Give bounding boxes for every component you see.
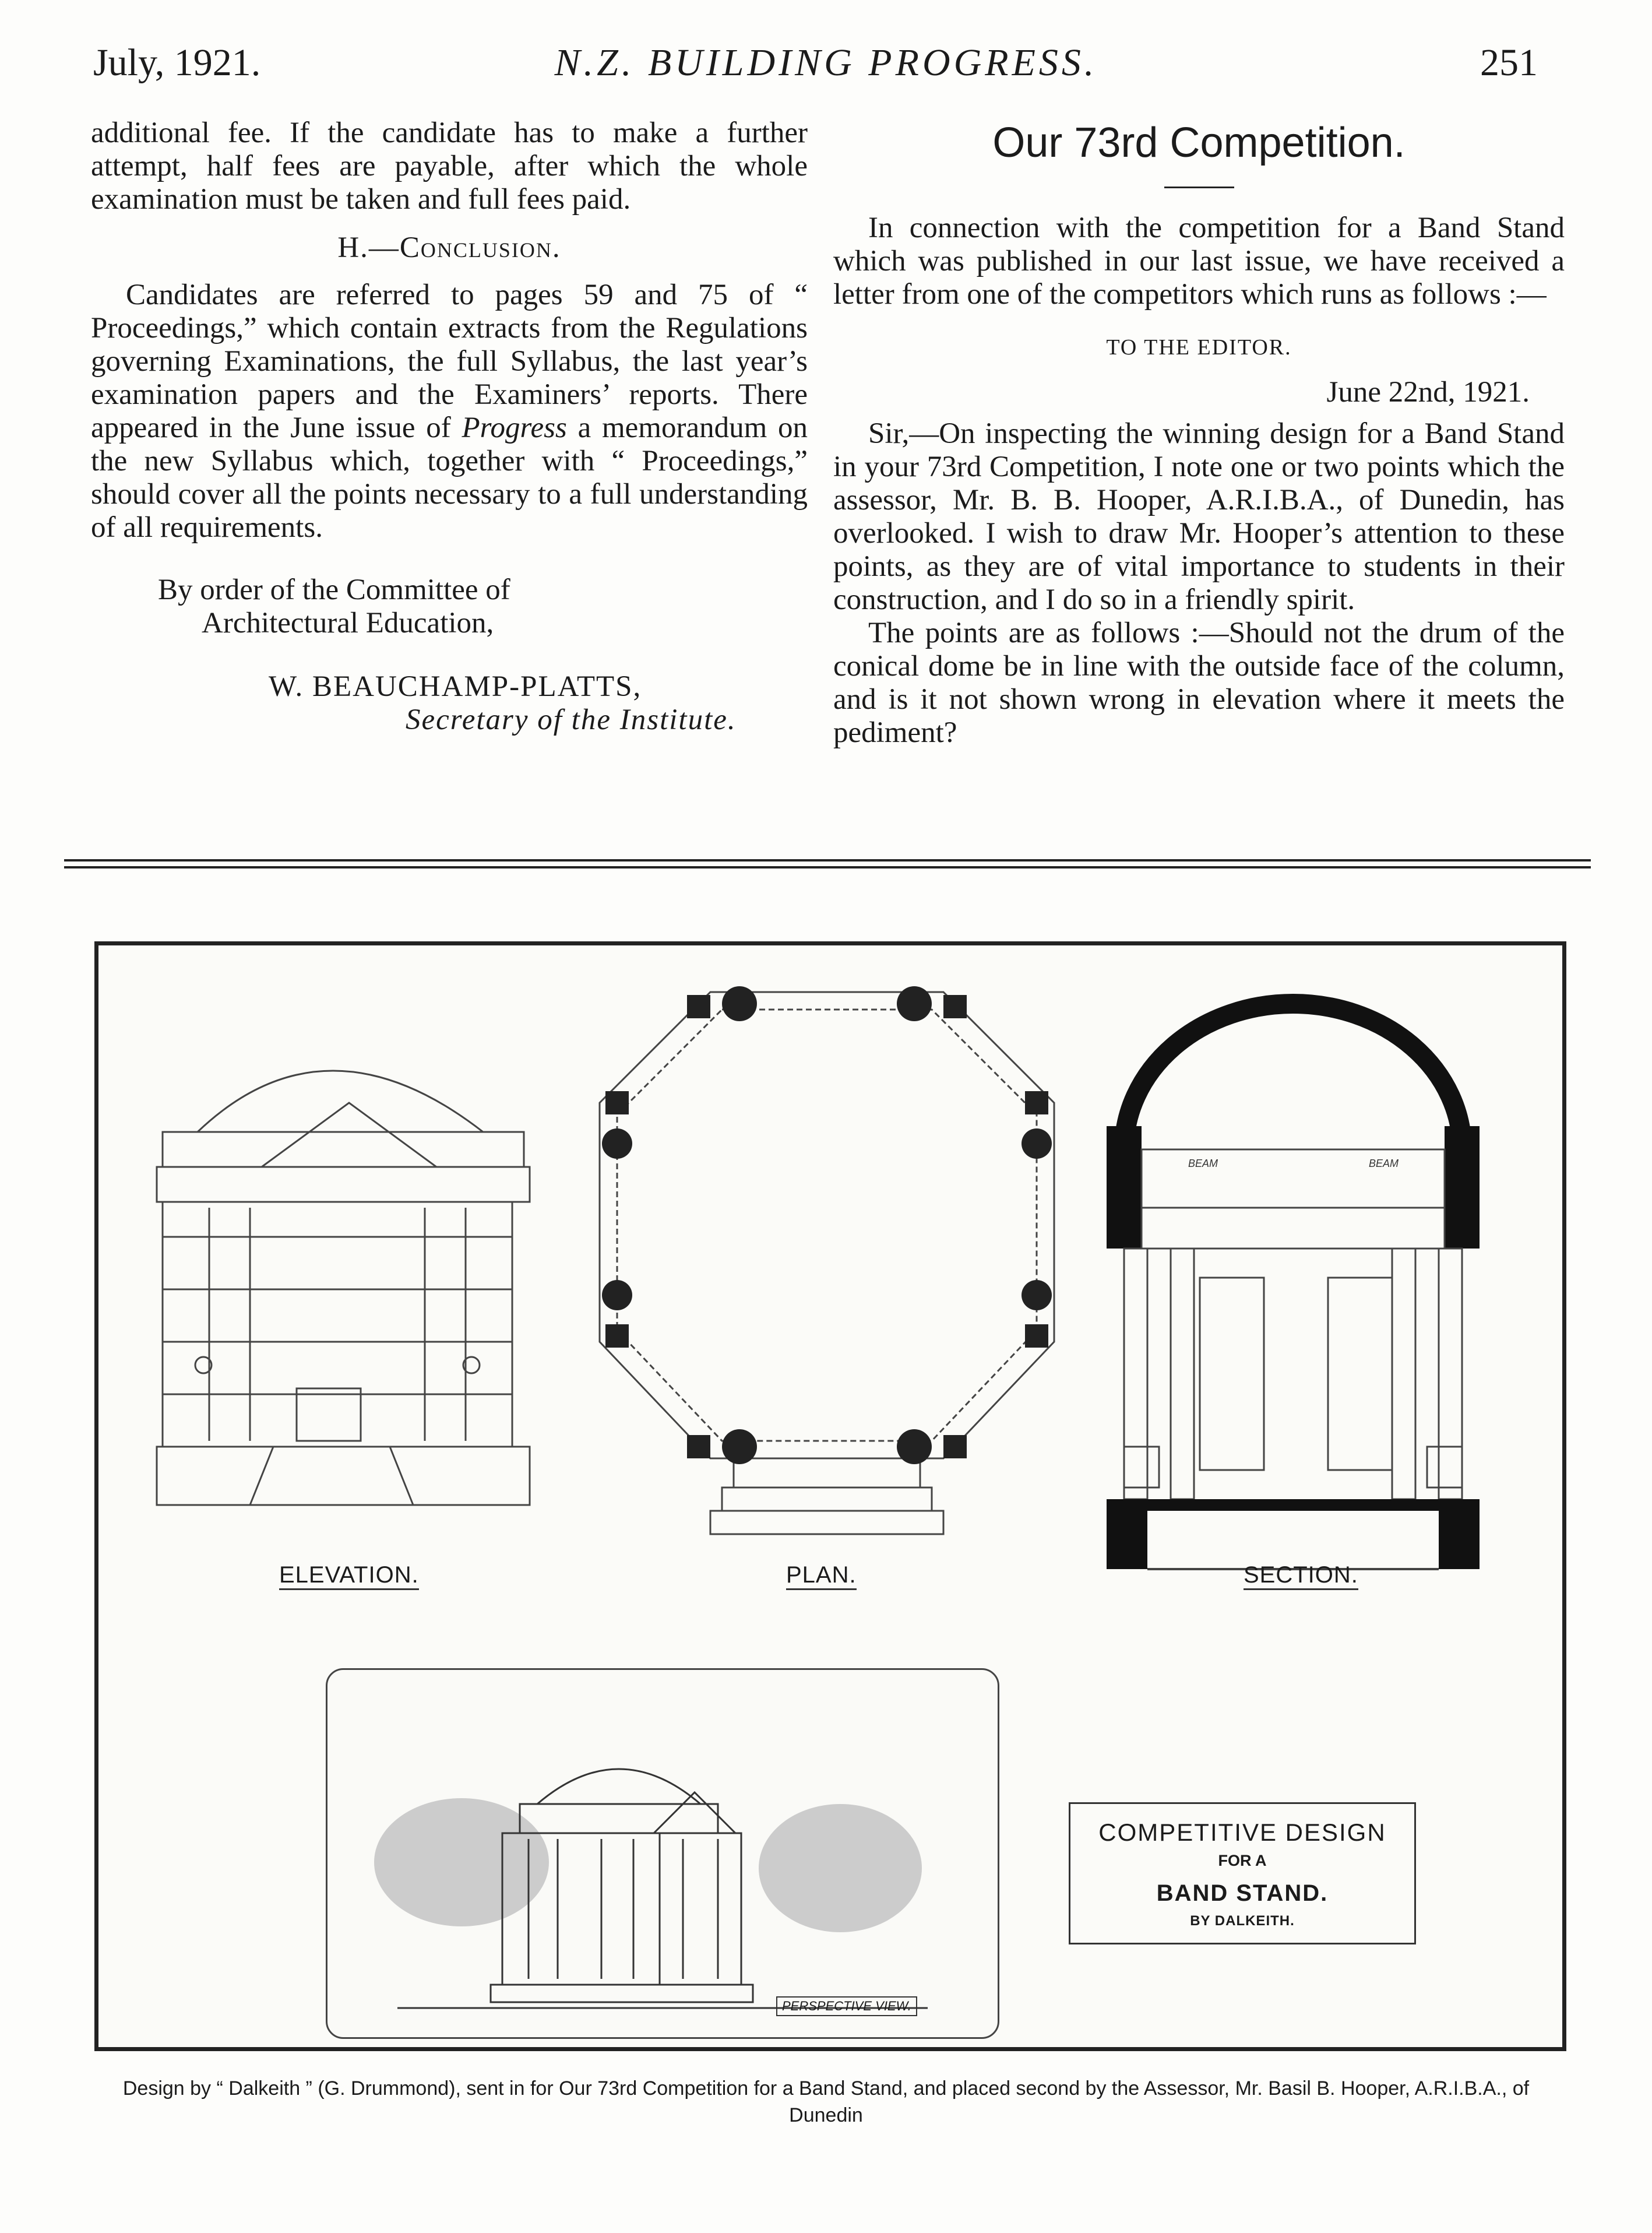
title-line-2: FOR A — [1218, 1852, 1267, 1869]
divider-rule-bottom — [64, 866, 1591, 868]
plan-label: PLAN. — [786, 1562, 857, 1590]
section-drawing — [1054, 986, 1532, 1581]
letter-date: June 22nd, 1921. — [1326, 376, 1530, 409]
section-heading: H.—Conclusion. — [337, 231, 561, 264]
letter-paragraph-2: The points are as follows :—Should not the drum of the conical dome be in line with the outside face of the column, and is it not shown wrong in elevation where it meets the pediment? — [833, 617, 1565, 749]
letter-paragraph-1: Sir,—On inspecting the winning design for a Band Stand in your 73rd Competition, I note one or two points which the assessor, Mr. B. B. Hooper, A.R.I.B.A., of Dunedin, has overlooked. I wish to draw Mr. Hooper’s attention to these points, as they are of vital importance to students in their construction, and I do so in a friendly spirit. — [833, 417, 1565, 616]
to-editor: TO THE EDITOR. — [1106, 335, 1292, 360]
divider-rule-top — [64, 859, 1591, 861]
title-line-1: COMPETITIVE DESIGN — [1098, 1819, 1386, 1846]
paragraph-fees: additional fee. If the candidate has to make a further attempt, half fees are payable, after which the whole examination must be taken and full fees paid. — [91, 117, 808, 216]
figure-caption: Design by “ Dalkeith ” (G. Drummond), sent in for Our 73rd Competition for a Band Stand, and placed second by the Assessor, Mr. Basil B. Hooper, A.R.I.B.A., of Dunedin — [122, 2077, 1530, 2126]
perspective-label: PERSPECTIVE VIEW. — [776, 1996, 917, 2016]
beam-label-left: BEAM — [1188, 1158, 1218, 1169]
article-title: Our 73rd Competition. — [992, 119, 1406, 166]
header-date: July, 1921. — [93, 41, 261, 84]
paragraph-conclusion: Candidates are referred to pages 59 and 75 of “ Proceedings,” which contain extracts from the Regulations governing Examinations, the full Syllabus, the last year’s examination papers and the Examiners’ reports. There appeared in the June issue of Progress a memorandum on the new Syllabus which, together with “ Proceedings,” should cover all the points necessary to a full understanding of all requirements. — [91, 279, 808, 544]
order-line-1: By order of the Committee of — [158, 574, 510, 606]
header-publication: N.Z. BUILDING PROGRESS. — [554, 41, 1098, 84]
title-line-4: BY DALKEITH. — [1190, 1913, 1295, 1929]
elevation-drawing — [122, 986, 646, 1581]
article-intro: In connection with the competition for a Band Stand which was published in our last issue, we have received a letter from one of the competitors which runs as follows :— — [833, 212, 1565, 311]
order-line-2: Architectural Education, — [202, 607, 494, 639]
elevation-label: ELEVATION. — [279, 1562, 419, 1590]
perspective-drawing — [327, 1670, 998, 2037]
section-label: SECTION. — [1244, 1562, 1358, 1590]
design-title-box — [1069, 1802, 1416, 1944]
title-line-3: BAND STAND. — [1156, 1880, 1329, 1906]
plan-drawing — [594, 980, 1077, 1587]
perspective-view — [326, 1668, 999, 2039]
signature-name: W. BEAUCHAMP-PLATTS, — [269, 670, 642, 703]
beam-label-right: BEAM — [1369, 1158, 1399, 1169]
title-rule — [1164, 187, 1234, 188]
page-number: 251 — [1480, 41, 1538, 84]
signature-title: Secretary of the Institute. — [406, 704, 737, 736]
right-column — [833, 117, 1565, 750]
left-column — [91, 117, 808, 737]
band-stand-drawing — [94, 941, 1566, 2051]
